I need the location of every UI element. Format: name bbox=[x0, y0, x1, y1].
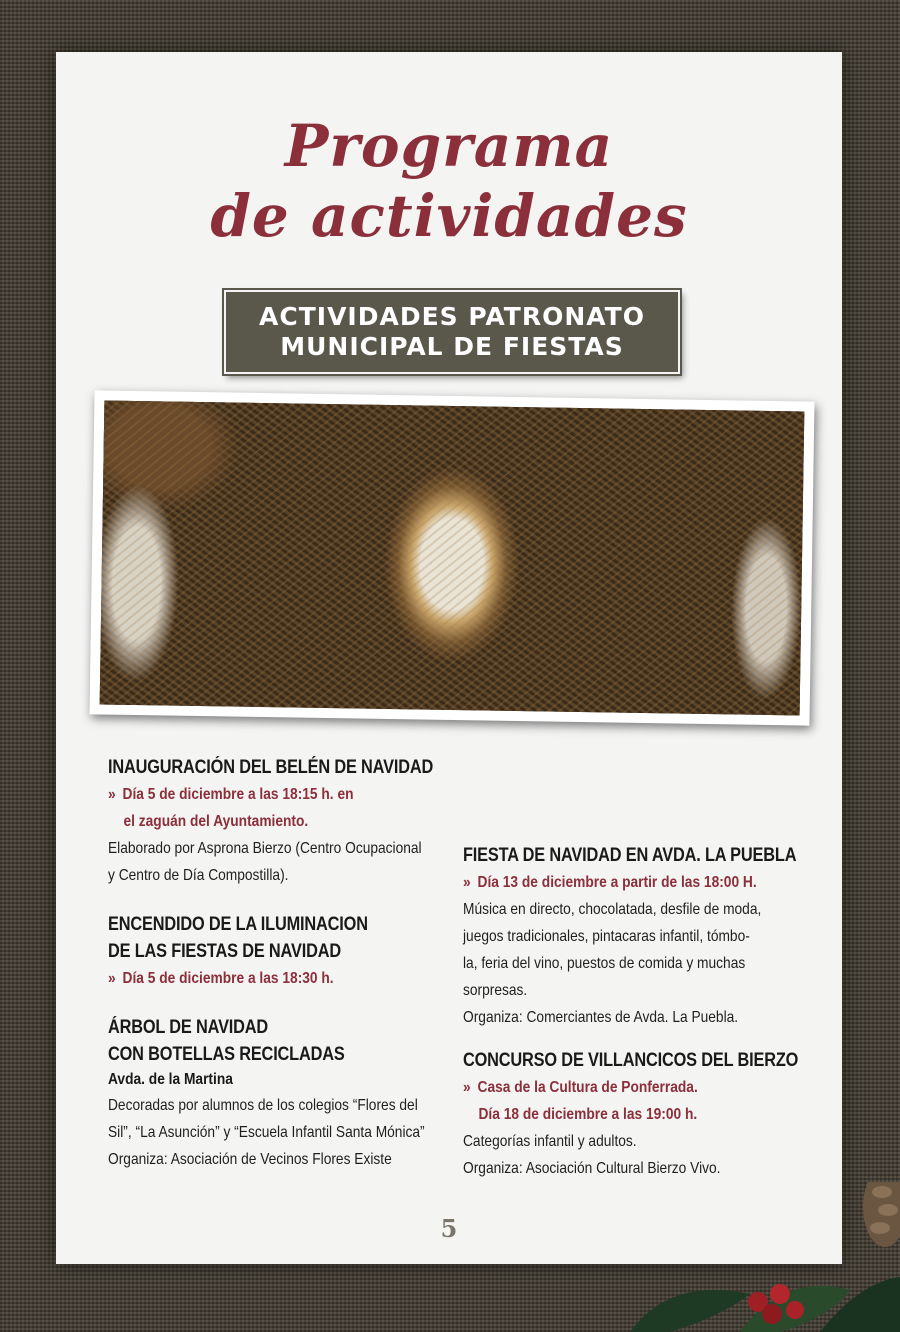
event-date: Día 18 de diciembre a las 19:00 h. bbox=[478, 1106, 698, 1123]
event-date-text: Día 5 de diciembre a las 18:30 h. bbox=[122, 970, 334, 987]
holly-berries-icon bbox=[748, 1284, 804, 1324]
event-concurso-villancicos bbox=[463, 1047, 803, 1182]
event-title: FIESTA DE NAVIDAD EN AVDA. LA PUEBLA bbox=[463, 845, 797, 866]
event-date bbox=[108, 781, 400, 808]
event-organizer: Organiza: Comerciantes de Avda. La Puebla. bbox=[463, 1009, 739, 1026]
event-place bbox=[463, 1074, 755, 1101]
bullet-icon: » bbox=[463, 1079, 471, 1096]
nativity-photo-frame bbox=[89, 390, 814, 725]
page-title-line1: Programa bbox=[284, 112, 614, 180]
brochure-page bbox=[56, 52, 842, 1264]
event-title: INAUGURACIÓN DEL BELÉN DE NAVIDAD bbox=[108, 757, 434, 778]
event-title-line1: ÁRBOL DE NAVIDAD bbox=[108, 1017, 269, 1038]
event-place: el zaguán del Ayuntamiento. bbox=[123, 813, 309, 830]
bullet-icon: » bbox=[463, 874, 471, 891]
event-title-line2: DE LAS FIESTAS DE NAVIDAD bbox=[108, 941, 341, 962]
event-desc-line: la, feria del vino, puestos de comida y muchas bbox=[463, 955, 746, 972]
left-column bbox=[108, 754, 448, 1173]
bullet-icon: » bbox=[108, 786, 116, 803]
event-desc-line: y Centro de Día Compostilla). bbox=[108, 867, 289, 884]
event-place: Avda. de la Martina bbox=[108, 1071, 233, 1088]
event-date bbox=[463, 869, 755, 896]
event-title-line1: ENCENDIDO DE LA ILUMINACION bbox=[108, 914, 368, 935]
event-date-text: Día 13 de diciembre a partir de las 18:00 H. bbox=[477, 874, 757, 891]
event-desc-line: Música en directo, chocolatada, desfile de moda, bbox=[463, 901, 762, 918]
event-desc-line: juegos tradicionales, pintacaras infantil, tómbo- bbox=[463, 928, 750, 945]
banner-line1: ACTIVIDADES PATRONATO bbox=[259, 302, 645, 331]
event-desc-line: Elaborado por Asprona Bierzo (Centro Ocupacional bbox=[108, 840, 422, 857]
event-organizer: Organiza: Asociación de Vecinos Flores Existe bbox=[108, 1151, 392, 1168]
event-encendido-iluminacion bbox=[108, 911, 448, 992]
page-title-line2: de actividades bbox=[210, 182, 688, 250]
pinecone-icon bbox=[863, 1182, 900, 1247]
event-title-line2: CON BOTELLAS RECICLADAS bbox=[108, 1044, 345, 1065]
event-fiesta-la-puebla bbox=[463, 842, 803, 1031]
holly-leaves-icon bbox=[630, 1277, 900, 1332]
event-desc-line: Decoradas por alumnos de los colegios “Flores del bbox=[108, 1097, 418, 1114]
event-arbol-navidad bbox=[108, 1014, 448, 1173]
event-desc-line: Sil”, “La Asunción” y “Escuela Infantil Santa Mónica” bbox=[108, 1124, 425, 1141]
banner-line2: MUNICIPAL DE FIESTAS bbox=[280, 332, 624, 361]
right-column bbox=[463, 842, 803, 1182]
event-date bbox=[108, 965, 400, 992]
section-banner bbox=[224, 290, 680, 374]
event-inauguracion-belen bbox=[108, 754, 448, 889]
bullet-icon: » bbox=[108, 970, 116, 987]
event-date-text: Día 5 de diciembre a las 18:15 h. en bbox=[122, 786, 354, 803]
event-place-text: Casa de la Cultura de Ponferrada. bbox=[477, 1079, 698, 1096]
event-organizer: Organiza: Asociación Cultural Bierzo Vivo. bbox=[463, 1160, 721, 1177]
nativity-photo bbox=[100, 401, 805, 716]
page-number: 5 bbox=[440, 1214, 458, 1243]
event-title: CONCURSO DE VILLANCICOS DEL BIERZO bbox=[463, 1050, 799, 1071]
event-desc-line: sorpresas. bbox=[463, 982, 528, 999]
event-desc-line: Categorías infantil y adultos. bbox=[463, 1133, 637, 1150]
